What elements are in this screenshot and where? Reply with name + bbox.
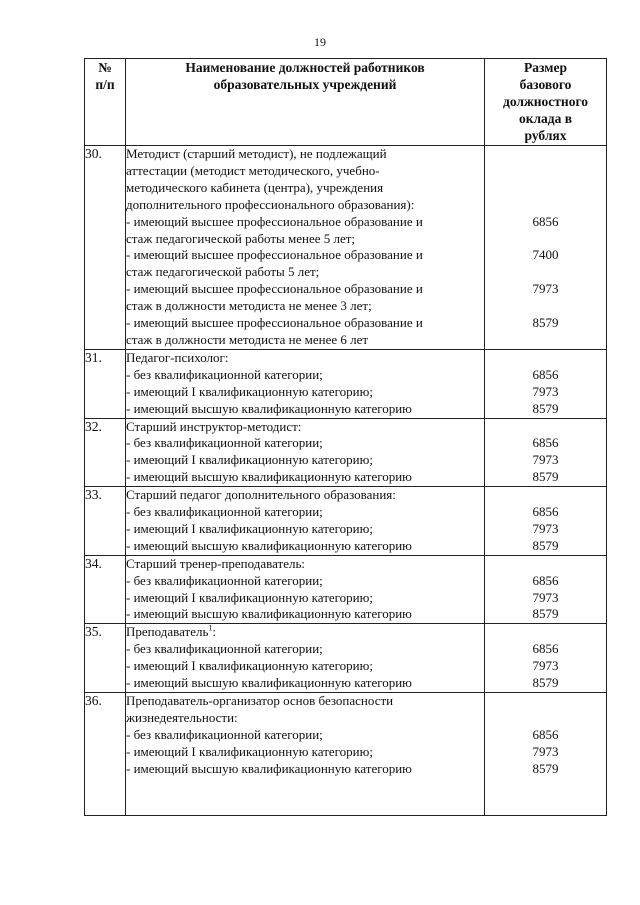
salary-amount: 8579 [532,400,559,416]
description-line: - имеющий высшую квалификационную категорию [126,537,412,553]
table-row [85,555,607,624]
salary-amount: 7973 [532,383,559,399]
salary-amount: 7973 [532,452,559,468]
salary-amount: 6856 [532,641,559,657]
salary-amount: 7973 [532,658,559,674]
salary-amount: 6856 [532,366,559,382]
row-number: 30. [85,146,126,350]
amount-spacer [485,180,606,197]
header-salary: Размер базового должностного оклада в рублях [485,59,607,146]
row-number: 31. [85,349,126,418]
row-number: 35. [85,624,126,693]
description-line: - имеющий I квалификационную категорию; [126,589,373,605]
page-number: 19 [314,35,326,49]
table-row [85,146,607,350]
description-line: - имеющий I квалификационную категорию; [126,383,373,399]
row-number: 33. [85,487,126,556]
description-line: стаж в должности методиста не менее 6 лет [126,331,369,347]
salary-amounts [485,418,607,487]
description-line: стаж педагогической работы менее 5 лет; [126,230,356,246]
salary-amounts [485,487,607,556]
position-description [126,693,485,816]
amount-spacer [485,197,606,214]
description-line: методического кабинета (центра), учреждения [126,179,384,195]
salary-amount: 7973 [532,589,559,605]
amount-spacer [485,298,606,315]
description-line: Старший инструктор-методист: [126,418,302,434]
description-line: стаж педагогической работы 5 лет; [126,264,320,280]
description-line: аттестации (методист методического, учебно- [126,162,380,178]
salary-amounts [485,146,607,350]
description-line [126,624,484,641]
salary-amount: 8579 [532,314,559,330]
description-line: - имеющий высшее профессиональное образование и [126,213,423,229]
title-suffix: : [212,624,217,640]
description-line: - без квалификационной категории; [126,366,323,382]
description-line: - имеющий высшее профессиональное образование и [126,281,423,297]
salary-amounts [485,693,607,816]
description-line: - имеющий I квалификационную категорию; [126,743,373,759]
amount-spacer [485,230,606,247]
description-line: - имеющий I квалификационную категорию; [126,452,373,468]
position-description [126,349,485,418]
description-line: - без квалификационной категории; [126,504,323,520]
row-number: 36. [85,693,126,816]
salary-amount: 8579 [532,760,559,776]
row-number: 34. [85,555,126,624]
salary-amount: 7973 [532,743,559,759]
position-description [126,146,485,350]
description-line: Методист (старший методист), не подлежащий [126,146,387,161]
position-description [126,418,485,487]
row-number: 32. [85,418,126,487]
description-line: - без квалификационной категории; [126,726,323,742]
salary-amount: 7973 [532,520,559,536]
amount-spacer [485,710,606,727]
description-line: - без квалификационной категории; [126,641,323,657]
position-description [126,487,485,556]
description-line: - имеющий высшую квалификационную категорию [126,606,412,622]
description-line: Преподаватель-организатор основ безопасности [126,693,394,708]
salary-amount: 6856 [532,504,559,520]
position-title: Преподаватель [126,624,209,640]
description-line: - имеющий высшую квалификационную категорию [126,760,412,776]
description-line: - без квалификационной категории; [126,572,323,588]
description-line: - имеющий высшее профессиональное образование и [126,315,423,331]
salary-amount: 6856 [532,572,559,588]
amount-spacer [485,163,606,180]
table-row [85,693,607,816]
amount-spacer [485,487,606,504]
table-row [85,418,607,487]
amount-spacer [485,693,606,710]
table-row [85,487,607,556]
salary-amount: 8579 [532,675,559,691]
amount-spacer [485,332,606,349]
description-line: - имеющий I квалификационную категорию; [126,658,373,674]
salary-amounts [485,349,607,418]
salary-amount: 8579 [532,469,559,485]
salary-amount: 7400 [532,247,559,263]
position-description [126,624,485,693]
table-body [85,146,607,816]
table-row [85,349,607,418]
salary-amount: 8579 [532,606,559,622]
description-line: - имеющий высшую квалификационную категорию [126,675,412,691]
table-header-row [85,59,607,146]
description-line: - имеющий высшую квалификационную категорию [126,400,412,416]
description-line: Старший педагог дополнительного образования: [126,487,396,503]
header-number: № п/п [85,59,126,146]
table-row [85,624,607,693]
description-line: дополнительного профессионального образования): [126,196,415,212]
description-line: Педагог-психолог: [126,349,229,365]
salary-amount: 6856 [532,435,559,451]
description-line: стаж в должности методиста не менее 3 лет; [126,298,372,314]
position-description [126,555,485,624]
description-line: - имеющий высшую квалификационную категорию [126,469,412,485]
amount-spacer [485,146,606,163]
description-line: жизнедеятельности: [126,709,238,725]
amount-spacer [485,556,606,573]
amount-spacer [485,419,606,436]
description-line: - имеющий высшее профессиональное образование и [126,247,423,263]
salary-amount: 8579 [532,537,559,553]
header-position-name: Наименование должностей работников образовательных учреждений [126,59,485,146]
footnote-marker: 1 [208,624,213,634]
description-line: Старший тренер-преподаватель: [126,555,306,571]
description-line: - имеющий I квалификационную категорию; [126,520,373,536]
description-line: - без квалификационной категории; [126,435,323,451]
amount-spacer [485,624,606,641]
amount-spacer [485,264,606,281]
salary-amount: 7973 [532,281,559,297]
salary-amount: 6856 [532,213,559,229]
amount-spacer [485,350,606,367]
salary-amounts [485,624,607,693]
salary-amounts [485,555,607,624]
salary-amount: 6856 [532,726,559,742]
salary-table [84,58,607,816]
